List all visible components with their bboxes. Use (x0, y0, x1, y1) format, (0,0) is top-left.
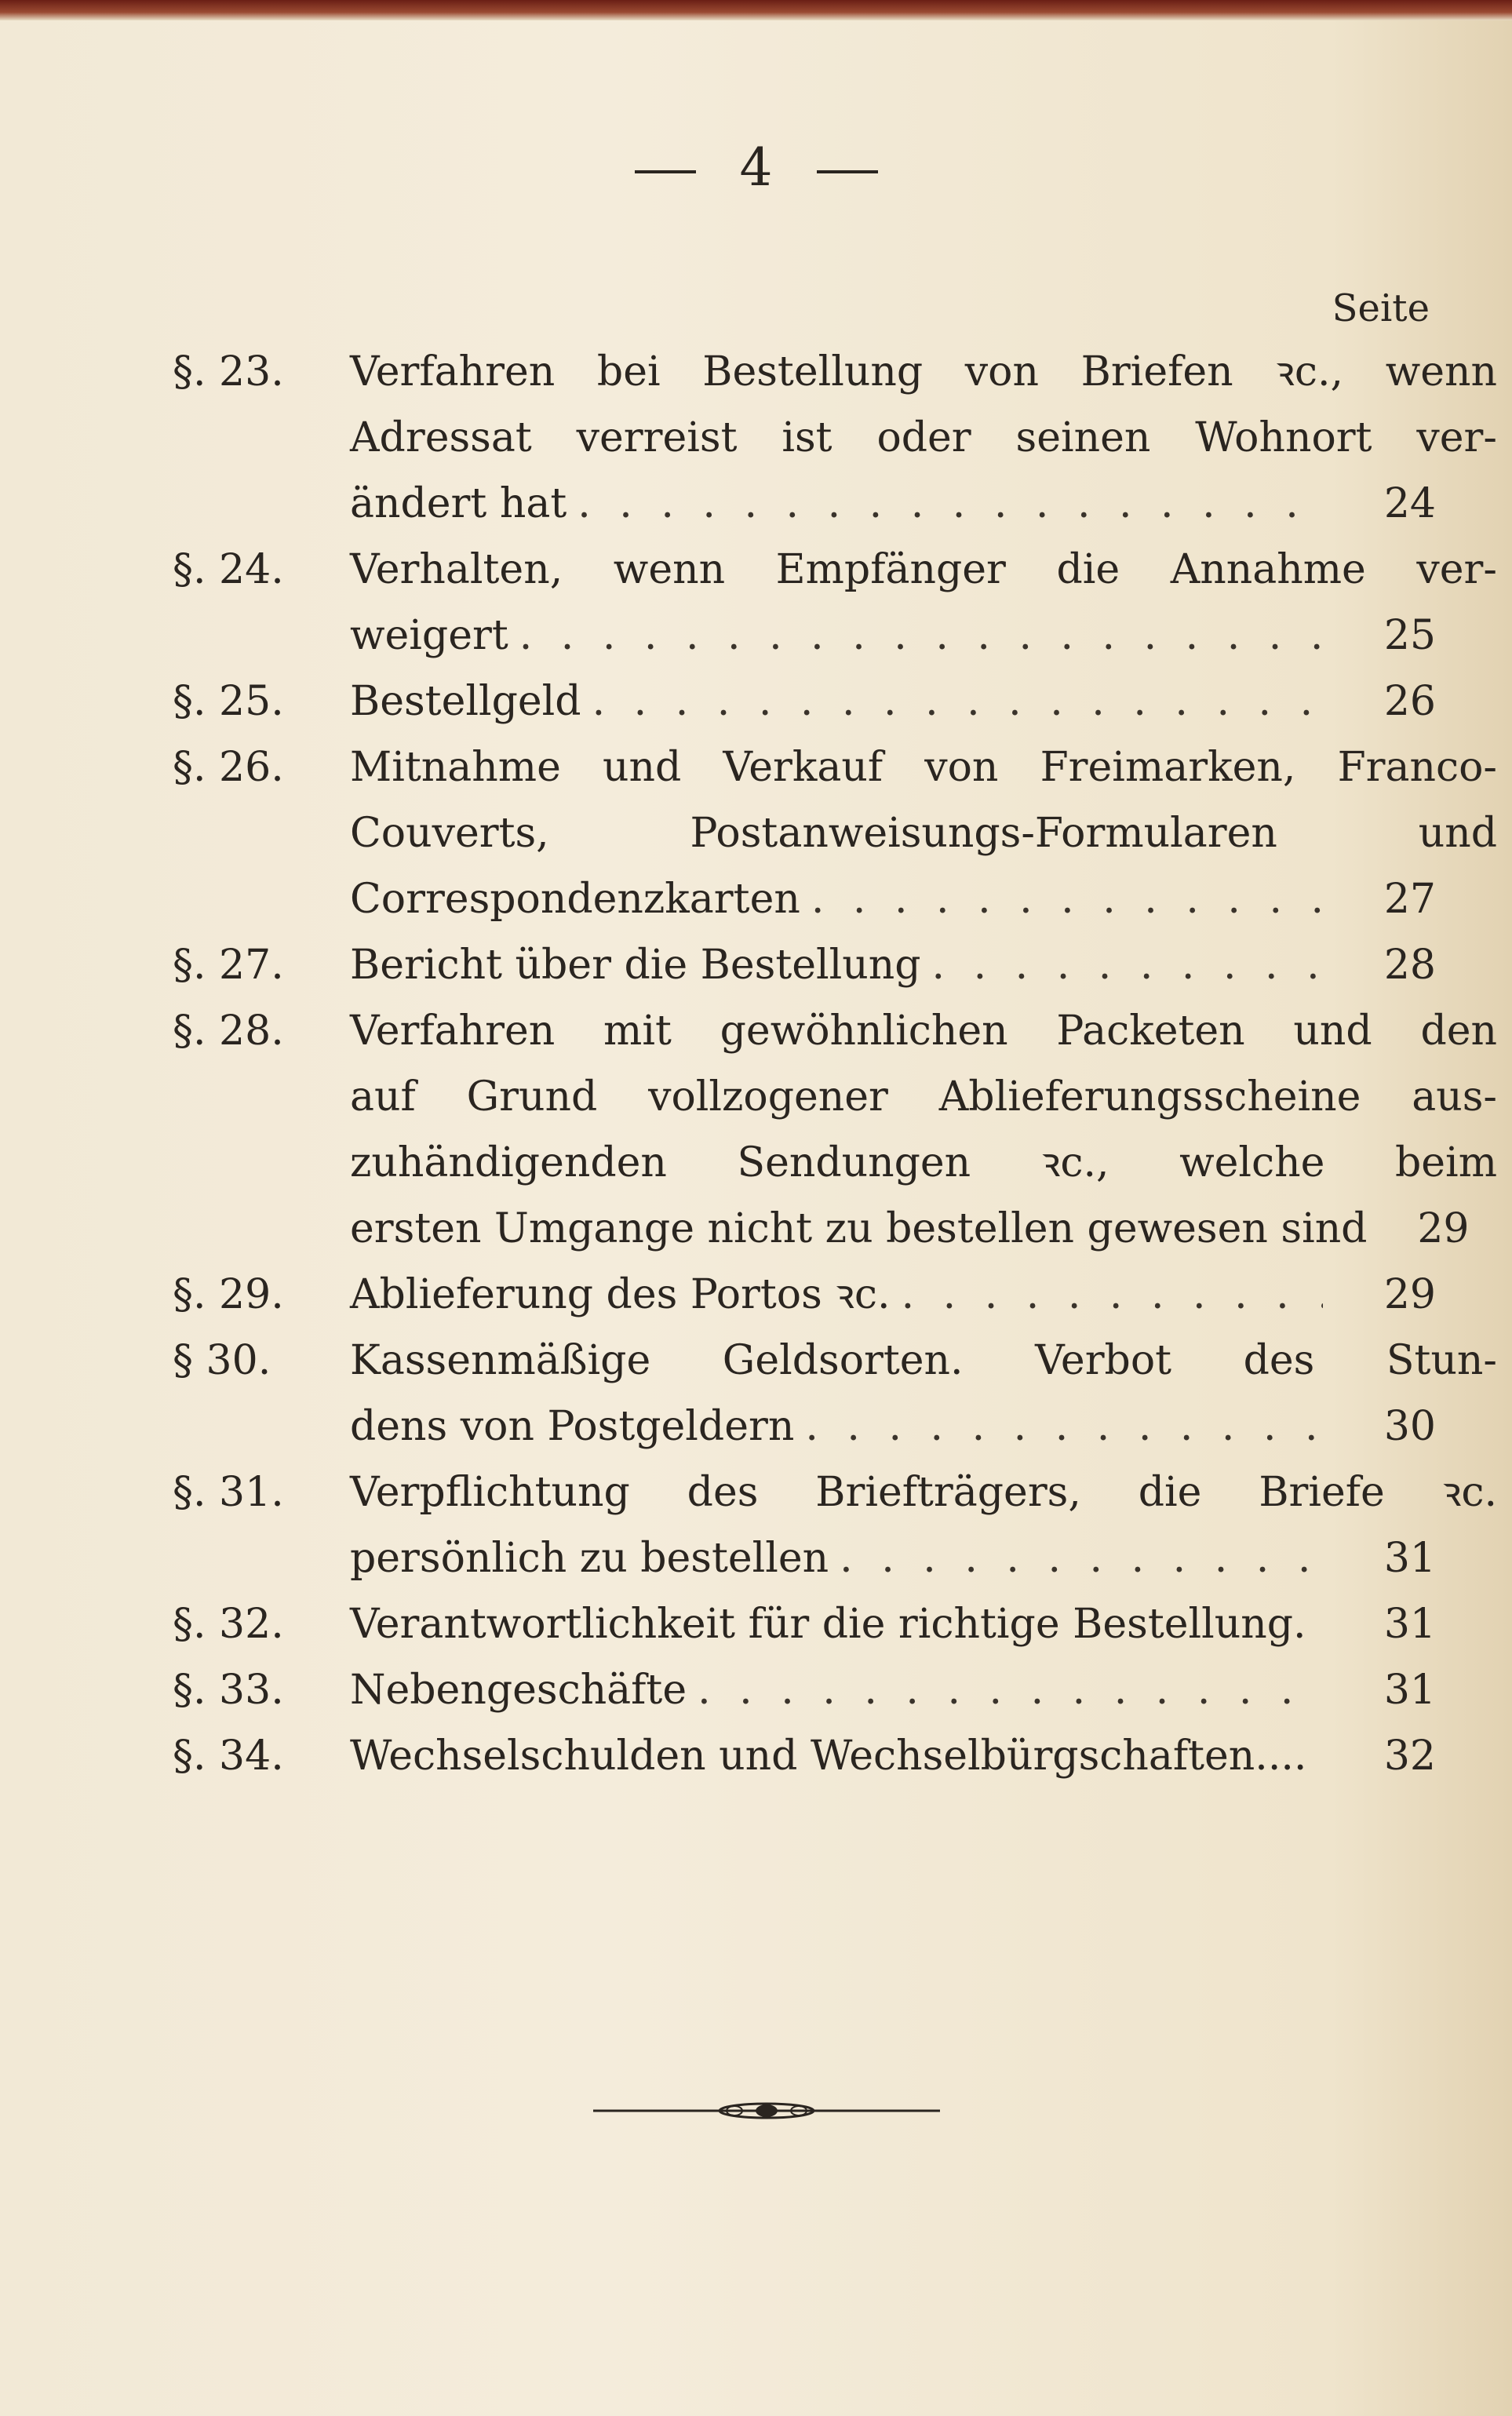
page-reference: 27 (1383, 876, 1436, 923)
entry-title-last-line (350, 1723, 1436, 1789)
entry-title-last-line (350, 1525, 1436, 1591)
toc-entry (173, 669, 1436, 734)
entry-title-last-line (350, 1394, 1436, 1459)
entry-title-text: Verantwortlichkeit für die richtige Bestellung. (350, 1601, 1306, 1648)
entry-title-text: Nebengeschäfte (350, 1667, 687, 1714)
page-reference: 29 (1383, 1271, 1436, 1318)
entry-title-last-line (350, 1196, 1470, 1262)
entry-title-line: zuhändigenden Sendungen ꝛc., welche beim (350, 1139, 1497, 1186)
page-reference: 28 (1383, 942, 1436, 989)
entry-title-text: weigert (350, 612, 508, 659)
entry-title-text: Bestellgeld (350, 678, 581, 725)
entry-title-text: Bericht über die Bestellung (350, 942, 921, 989)
ornamental-divider (593, 2095, 940, 2126)
table-of-contents (173, 339, 1497, 1789)
dot-leader (592, 669, 1323, 734)
toc-entry (173, 339, 1497, 537)
toc-entry (173, 1591, 1436, 1657)
entry-title-text: Correspondenzkarten (350, 876, 800, 923)
page-reference: 32 (1383, 1733, 1436, 1780)
toc-entry (173, 998, 1497, 1262)
section-number: §. 23. (173, 348, 284, 395)
entry-title-last-line (350, 1657, 1436, 1723)
entry-title-last-line (350, 932, 1436, 998)
toc-entry (173, 1328, 1497, 1459)
page-reference: 29 (1417, 1205, 1470, 1252)
section-number: §. 29. (173, 1271, 284, 1318)
entry-title-last-line (350, 866, 1436, 932)
page-reference: 30 (1383, 1403, 1436, 1450)
toc-entry (173, 1657, 1436, 1723)
entry-title-line: Kassenmäßige Geldsorten. Verbot des Stun- (350, 1337, 1497, 1384)
entry-title-line: Verhalten, wenn Empfänger die Annahme ver- (350, 546, 1497, 593)
entry-title-line: Verfahren mit gewöhnlichen Packeten und den (350, 1008, 1497, 1055)
section-number: §. 24. (173, 546, 284, 593)
book-top-edge (0, 0, 1512, 20)
section-number: §. 27. (173, 942, 284, 989)
page-reference: 31 (1383, 1535, 1436, 1582)
entry-title-text: ersten Umgange nicht zu bestellen gewesen sind (350, 1205, 1368, 1252)
dot-leader (519, 603, 1323, 669)
section-number: §. 26. (173, 744, 284, 791)
entry-title-last-line (350, 1262, 1436, 1328)
page-reference: 25 (1383, 612, 1436, 659)
toc-entry (173, 932, 1436, 998)
page-reference: 31 (1383, 1601, 1436, 1648)
entry-title-last-line (350, 603, 1436, 669)
entry-title-text: Ablieferung des Portos ꝛc. (350, 1271, 891, 1318)
section-number: §. 28. (173, 1008, 284, 1055)
entry-title-line: Adressat verreist ist oder seinen Wohnort ver- (350, 414, 1497, 461)
entry-title-text: dens von Postgeldern (350, 1403, 795, 1450)
section-number: §. 33. (173, 1667, 284, 1714)
section-number: §. 31. (173, 1469, 284, 1516)
dot-leader (698, 1657, 1323, 1723)
page-column-header: Seite (1332, 286, 1430, 330)
entry-title-line: Verpflichtung des Briefträgers, die Briefe ꝛc. (350, 1469, 1497, 1516)
section-number: §. 32. (173, 1601, 284, 1648)
toc-entry (173, 1723, 1436, 1789)
page-reference: 24 (1383, 480, 1436, 527)
dot-leader (902, 1262, 1323, 1328)
entry-title-line: Couverts, Postanweisungs-Formularen und (350, 810, 1497, 857)
entry-title-line: auf Grund vollzogener Ablieferungsscheine aus- (350, 1073, 1497, 1121)
page-reference: 31 (1383, 1667, 1436, 1714)
toc-entry (173, 734, 1497, 932)
dot-leader (932, 932, 1323, 998)
header-dash-right (817, 170, 878, 173)
entry-title-text: Wechselschulden und Wechselbürgschaften.... (350, 1733, 1307, 1780)
entry-title-line: Mitnahme und Verkauf von Freimarken, Franco- (350, 744, 1497, 791)
entry-title-last-line (350, 471, 1436, 537)
section-number: §. 25. (173, 678, 284, 725)
toc-entry (173, 1262, 1436, 1328)
dot-leader (805, 1394, 1323, 1459)
page-header (0, 137, 1512, 198)
toc-entry (173, 537, 1497, 669)
header-dash-left (635, 170, 696, 173)
entry-title-last-line (350, 669, 1436, 734)
section-number: § 30. (173, 1337, 271, 1384)
entry-title-line: Verfahren bei Bestellung von Briefen ꝛc., wenn (350, 348, 1497, 395)
entry-title-last-line (350, 1591, 1436, 1657)
entry-title-text: ändert hat (350, 480, 567, 527)
dot-leader (577, 471, 1323, 537)
dot-leader (811, 866, 1323, 932)
toc-entry (173, 1459, 1497, 1591)
page-reference: 26 (1383, 678, 1436, 725)
page-number: 4 (739, 137, 773, 198)
section-number: §. 34. (173, 1733, 284, 1780)
entry-title-text: persönlich zu bestellen (350, 1535, 829, 1582)
dot-leader (840, 1525, 1323, 1591)
